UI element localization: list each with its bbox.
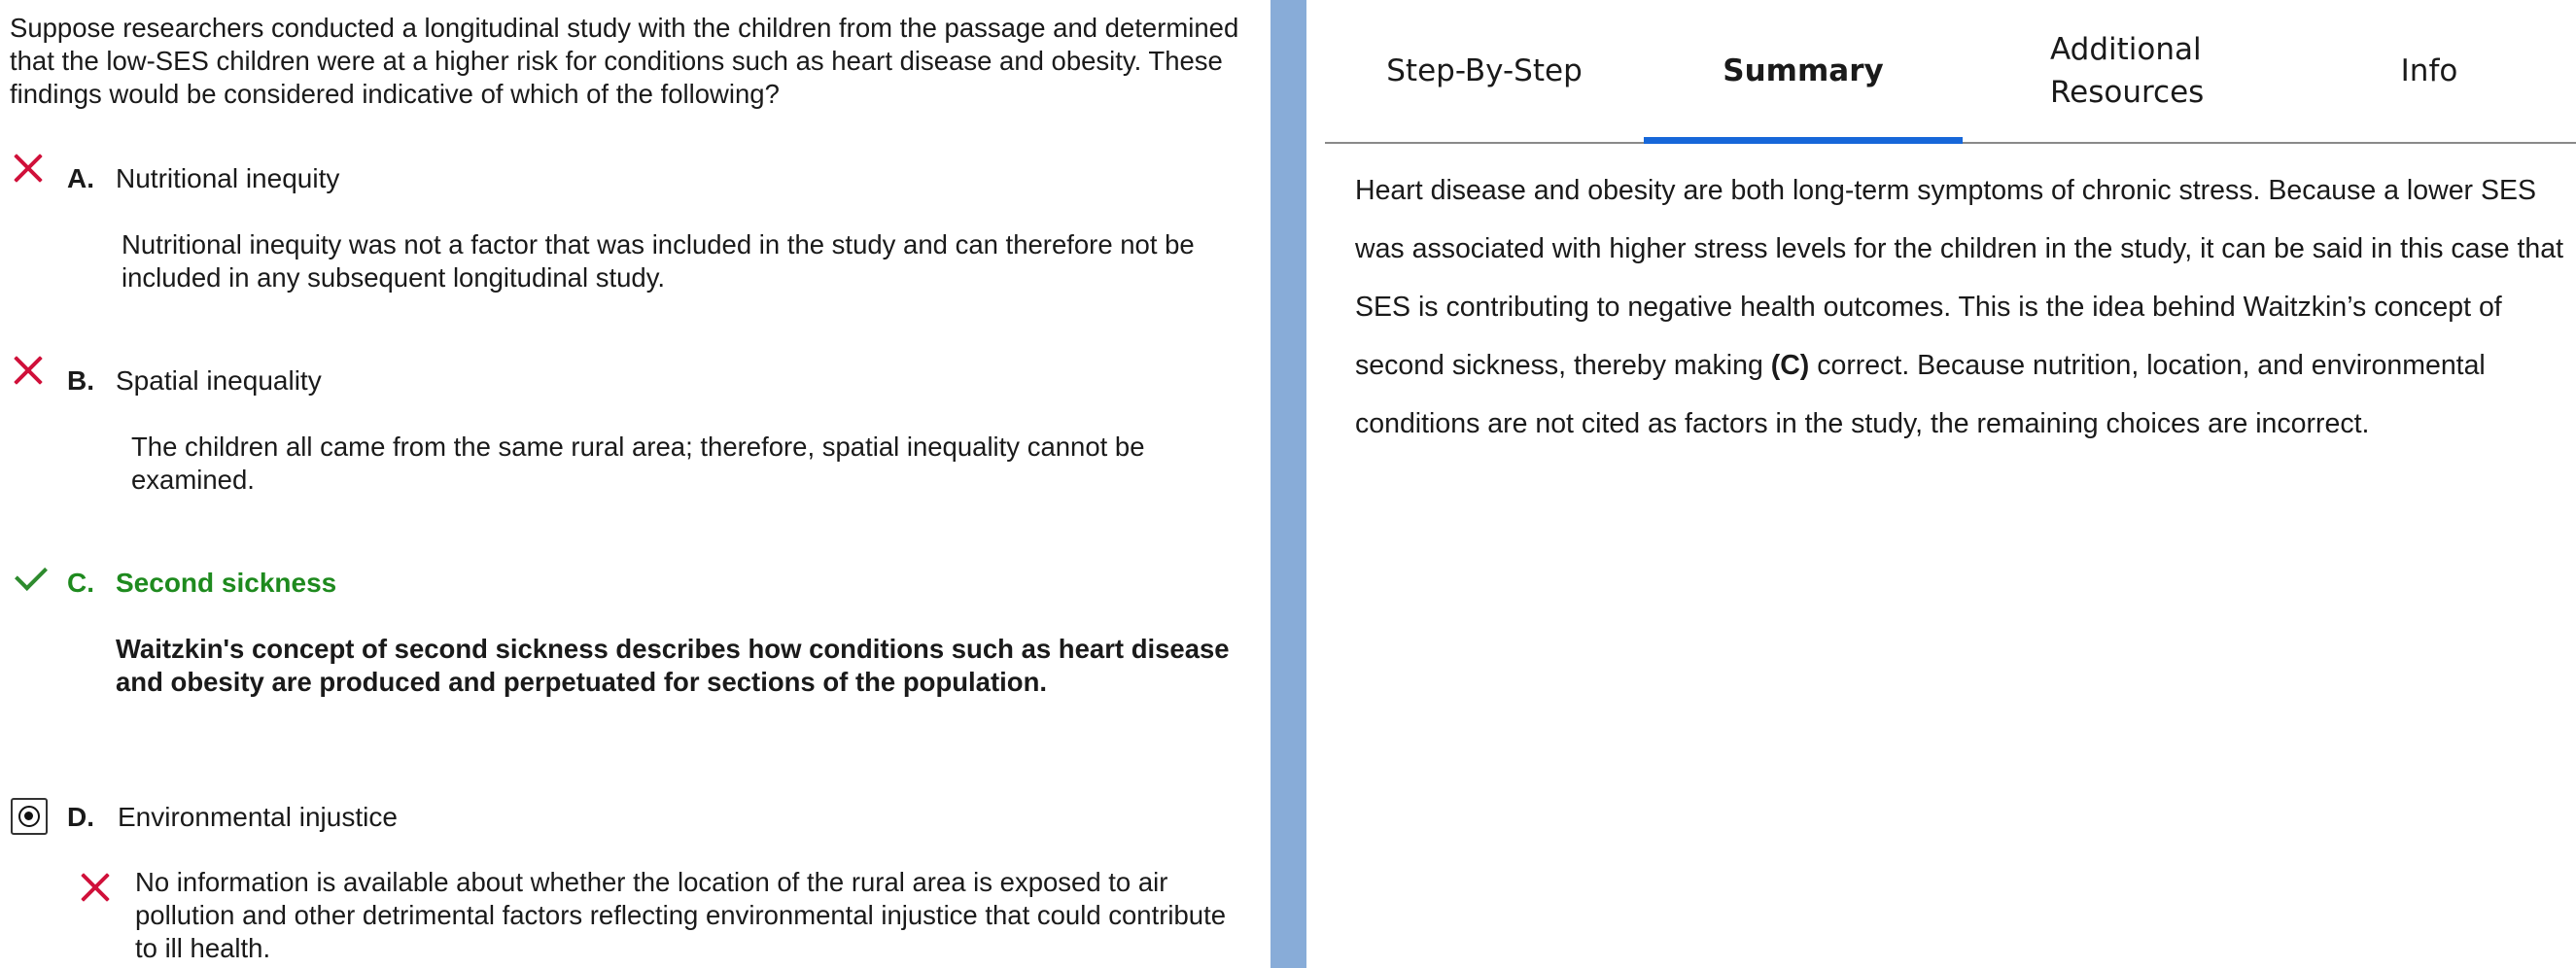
question-pane	[0, 0, 1271, 968]
explanation-pane	[1306, 0, 2576, 968]
tab-additional-resources[interactable]	[1963, 0, 2283, 142]
option-b-explanation: The children all came from the same rural area; therefore, spatial inequality cannot be examined.	[131, 432, 1145, 495]
incorrect-x-icon	[14, 356, 43, 385]
summary-text	[1355, 161, 2570, 453]
option-a-label: Nutritional inequity	[116, 163, 340, 193]
summary-answer: (C)	[1770, 350, 1810, 381]
option-b-label: Spatial inequality	[116, 365, 322, 396]
tab-info[interactable]	[2283, 0, 2575, 142]
summary-part-1: Heart disease and obesity are both long-term symptoms of chronic stress. Because a lower SES was associated with higher stress levels for the children in the study, it can be said in this case that SES is contributing to negative health outcomes. This is the idea behind Waitzkin’s concept of second sickness, thereby making	[1355, 175, 2564, 381]
tab-bar	[1325, 0, 2576, 144]
active-tab-indicator	[1644, 137, 1963, 144]
option-d-letter: D.	[67, 802, 94, 832]
option-d-label: Environmental injustice	[118, 802, 398, 832]
correct-check-icon	[15, 558, 48, 591]
incorrect-x-icon	[81, 873, 110, 902]
incorrect-x-icon	[14, 154, 43, 183]
pane-divider[interactable]	[1271, 0, 1306, 968]
selected-radio-icon[interactable]	[11, 798, 48, 835]
option-c-letter: C.	[67, 568, 94, 598]
option-c-label: Second sickness	[116, 568, 337, 598]
option-d-explanation: No information is available about whether the location of the rural area is exposed to air pollution and other detrimental factors reflecting environmental injustice that could contribute to ill health.	[135, 867, 1227, 963]
tab-additional-resources-label: Additional Resources	[2050, 32, 2205, 110]
option-a-letter: A.	[67, 163, 94, 193]
tab-step-by-step-label: Step-By-Step	[1386, 53, 1583, 88]
tab-info-label: Info	[2400, 53, 2458, 88]
question-text: Suppose researchers conducted a longitudinal study with the children from the passage and determined that the low-SES children were at a higher risk for conditions such as heart disease and obesity. These findings would be considered indicative of which of the following?	[10, 13, 1239, 109]
option-b-letter: B.	[67, 365, 94, 396]
tab-step-by-step[interactable]	[1325, 0, 1644, 142]
option-c-explanation: Waitzkin's concept of second sickness describes how conditions such as heart disease and obesity are produced and perpetuated for sections of the population.	[116, 634, 1230, 697]
tab-summary[interactable]	[1644, 0, 1963, 142]
option-a-explanation: Nutritional inequity was not a factor that was included in the study and can therefore not be included in any subsequent longitudinal study.	[122, 229, 1195, 293]
tab-summary-label: Summary	[1723, 53, 1884, 88]
summary-part-2: correct. Because nutrition, location, and environmental conditions are not cited as factors in the study, the remaining choices are incorrect.	[1355, 350, 2486, 439]
